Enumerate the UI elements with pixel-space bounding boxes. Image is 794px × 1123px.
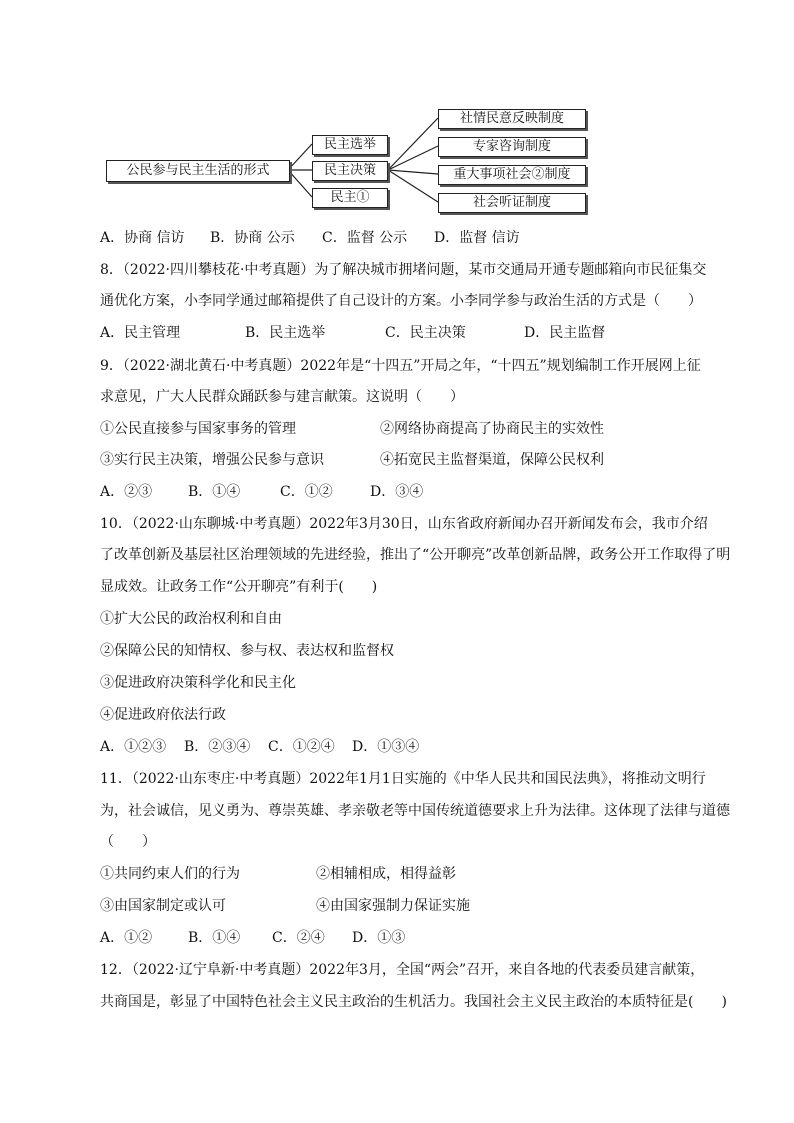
q10-stem-line3: 显成效。让政务工作“公开聊亮”有利于( ) xyxy=(100,579,378,595)
q8-option-a: A．民主管理 xyxy=(100,325,181,341)
q10-option-c: C．①②④ xyxy=(268,739,335,755)
diagram-connectors xyxy=(0,0,794,240)
q10-option-a: A．①②③ xyxy=(100,739,167,755)
q10-item-4: ④促进政府依法行政 xyxy=(100,707,226,723)
q9-option-b: B．①④ xyxy=(188,484,241,500)
q11-option-b: B．①④ xyxy=(188,930,241,946)
q10-option-d: D．①③④ xyxy=(352,739,420,755)
q7-option-b: B．协商 公示 xyxy=(210,230,295,246)
diagram-sub-major-issues: 重大事项社会②制度 xyxy=(438,165,586,185)
q9-item-3: ③实行民主决策，增强公民参与意识 xyxy=(100,452,324,468)
diagram-sub-hearing: 社会听证制度 xyxy=(438,193,586,213)
q7-option-c: C．监督 公示 xyxy=(322,230,408,246)
q10-item-1: ①扩大公民的政治权利和自由 xyxy=(100,611,282,627)
q9-option-c: C．①② xyxy=(280,484,333,500)
q12-stem-line2: 共商国是，彰显了中国特色社会主义民主政治的生机活力。我国社会主义民主政治的本质特征是( ) xyxy=(100,994,727,1010)
q11-option-a: A．①② xyxy=(100,930,153,946)
q7-option-a: A．协商 信访 xyxy=(100,230,185,246)
q9-item-4: ④拓宽民主监督渠道，保障公民权利 xyxy=(380,452,604,468)
q11-item-4: ④由国家强制力保证实施 xyxy=(316,898,470,914)
q11-stem-line2: 为，社会诚信，见义勇为、尊崇英雄、孝亲敬老等中国传统道德要求上升为法律。这体现了法律与道德 xyxy=(100,803,730,819)
q12-stem-line1: 12．（2022·辽宁阜新·中考真题）2022年3月，全国“两会”召开，来自各地的代表委员建言献策， xyxy=(100,962,705,978)
q10-stem-line2: 了改革创新及基层社区治理领域的先进经验，推出了“公开聊亮”改革创新品牌，政务公开工作取得了明 xyxy=(100,547,731,563)
q10-item-2: ②保障公民的知情权、参与权、表达权和监督权 xyxy=(100,643,394,659)
diagram-sub-public-opinion: 社情民意反映制度 xyxy=(438,109,586,129)
q8-option-d: D．民主监督 xyxy=(524,325,606,341)
q11-stem-line3: （ ） xyxy=(100,834,156,850)
q11-item-3: ③由国家制定或认可 xyxy=(100,898,226,914)
q10-option-b: B．②③④ xyxy=(184,739,251,755)
q10-stem-line1: 10．（2022·山东聊城·中考真题）2022年3月30日，山东省政府新闻办召开新闻发布会，我市介绍 xyxy=(100,516,708,532)
q9-stem-line1: 9．（2022·湖北黄石·中考真题）2022年是“十四五”开局之年，“十四五”规划编制工作开展网上征 xyxy=(100,358,701,374)
q11-stem-line1: 11．（2022·山东枣庄·中考真题）2022年1月1日实施的《中华人民共和国民法典》，将推动文明行 xyxy=(100,771,706,787)
diagram-branch-blank1: 民主① xyxy=(312,188,388,208)
q8-stem-line2: 通优化方案，小李同学通过邮箱提供了自己设计的方案。小李同学参与政治生活的方式是（ ） xyxy=(100,293,702,309)
q9-item-2: ②网络协商提高了协商民主的实效性 xyxy=(380,421,604,437)
q8-stem-line1: 8．（2022·四川攀枝花·中考真题）为了解决城市拥堵问题，某市交通局开通专题邮箱向市民征集交 xyxy=(100,262,707,278)
q8-option-c: C．民主决策 xyxy=(385,325,466,341)
q11-option-c: C．②④ xyxy=(272,930,325,946)
diagram-root-box: 公民参与民主生活的形式 xyxy=(106,160,290,182)
q9-item-1: ①公民直接参与国家事务的管理 xyxy=(100,421,296,437)
q11-option-d: D．①③ xyxy=(352,930,406,946)
diagram-sub-expert-consult: 专家咨询制度 xyxy=(438,137,586,157)
q9-stem-line2: 求意见，广大人民群众踊跃参与建言献策。这说明（ ） xyxy=(100,389,464,405)
diagram-branch-decision: 民主决策 xyxy=(312,161,388,181)
q11-item-1: ①共同约束人们的行为 xyxy=(100,866,240,882)
q7-option-d: D．监督 信访 xyxy=(434,230,520,246)
q8-option-b: B．民主选举 xyxy=(245,325,326,341)
q11-item-2: ②相辅相成，相得益彰 xyxy=(316,866,456,882)
diagram-branch-election: 民主选举 xyxy=(312,135,388,155)
q9-option-a: A．②③ xyxy=(100,484,153,500)
q10-item-3: ③促进政府决策科学化和民主化 xyxy=(100,675,296,691)
q9-option-d: D．③④ xyxy=(370,484,424,500)
